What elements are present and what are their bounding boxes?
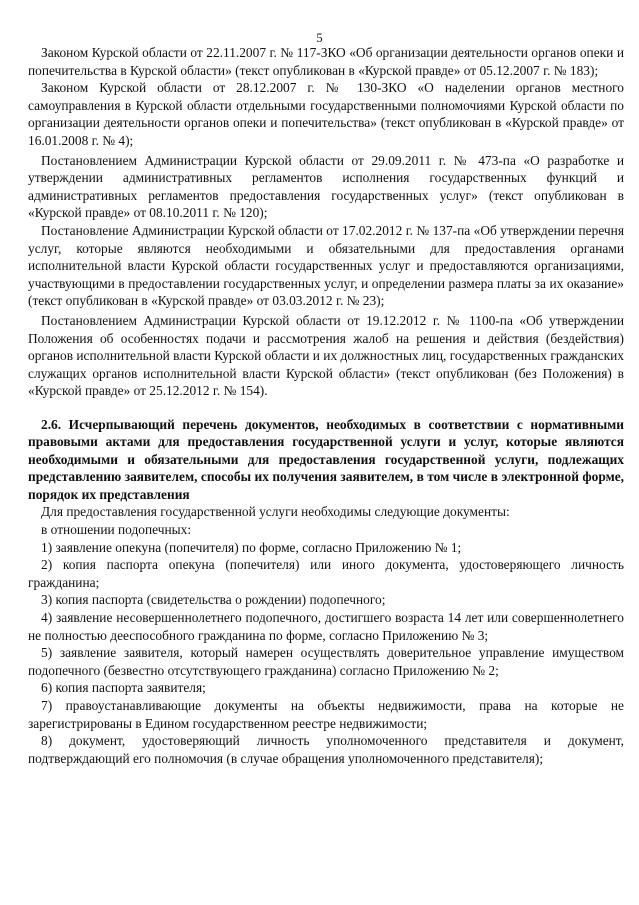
page-number: 5 — [316, 31, 323, 45]
legal-basis-item: Законом Курской области от 22.11.2007 г. № 117-ЗКО «Об организации деятельности органов опеки и попечительства в Курской области» (текст опубликован в «Курской правде» от 05.12.2007 г. № 183); — [28, 45, 624, 78]
legal-basis-item: Постановлением Администрации Курской области от 29.09.2011 г. № 473-па «О разработке и утверждении административных регламентов исполнения государственных функций и административных регламентов предоставления государственных услуг» (текст опубликован в «Курской правде» от 08.10.2011 г. № 120); — [28, 152, 624, 221]
spacer — [28, 400, 624, 416]
legal-basis-item: Постановлением Администрации Курской области от 19.12.2012 г. № 1100-па «Об утверждении Положения об особенностях подачи и рассмотрения жалоб на решения и действия (бездействия) органов исполнительной власти Курской области и их должностных лиц, государственных гражданских служащих органов исполнительной власти Курской области» (текст опубликован (без Положения) в «Курской правде» от 25.12.2012 г. № 154). — [28, 312, 624, 399]
documents-list — [28, 539, 624, 768]
documents-intro: Для предоставления государственной услуги необходимы следующие документы: — [41, 504, 510, 520]
legal-basis-item: Законом Курской области от 28.12.2007 г. № 130-ЗКО «О наделении органов местного самоуправления в Курской области отдельными государственными полномочиями Курской области по организации деятельности органов опеки и попечительства» (текст опубликован в «Курской правде» от 16.01.2008 г. № 4); — [28, 80, 624, 148]
legal-basis-item: Постановление Администрации Курской области от 17.02.2012 г. № 137-па «Об утверждении перечня услуг, которые являются необходимыми и обязательными для предоставления органами исполнительной власти Курской области государственных услуг и предоставляются организациями, участвующими в предоставлении государственных услуг, и определении размера платы за их оказание» (текст опубликован в «Курской правде» от 03.03.2012 г. № 23); — [28, 222, 624, 309]
list-item: 6) копия паспорта заявителя; — [41, 680, 206, 696]
document-body — [28, 44, 624, 767]
list-item: 4) заявление несовершеннолетнего подопечного, достигшего возраста 14 лет или совершеннолетнего не полностью дееспособного гражданина по форме, согласно Приложению № 3; — [28, 609, 624, 643]
list-item: 3) копия паспорта (свидетельства о рождении) подопечного; — [41, 592, 386, 608]
section-heading: 2.6. Исчерпывающий перечень документов, необходимых в соответствии с нормативными правовыми актами для предоставления государственной услуги и услуг, которые являются необходимыми и обязательными для предоставления государственной услуги, подлежащих представлению заявителем, способы их получения заявителем, в том числе в электронной форме, порядок их представления — [28, 416, 624, 502]
list-item: 1) заявление опекуна (попечителя) по форме, согласно Приложению № 1; — [41, 539, 462, 555]
list-item: 5) заявление заявителя, который намерен осуществлять доверительное управление имуществом подопечного (безвестно отсутствующего гражданина) согласно Приложению № 2; — [28, 645, 624, 678]
list-item: 7) правоустанавливающие документы на объекты недвижимости, права на которые не зарегистрированы в Едином государственном реестре недвижимости; — [28, 697, 624, 731]
list-item: 8) документ, удостоверяющий личность уполномоченного представителя и документ, подтверждающий его полномочия (в случае обращения уполномоченного представителя); — [28, 733, 624, 766]
documents-subintro: в отношении подопечных: — [41, 521, 192, 537]
list-item: 2) копия паспорта опекуна (попечителя) или иного документа, удостоверяющего личность гражданина; — [28, 557, 624, 590]
